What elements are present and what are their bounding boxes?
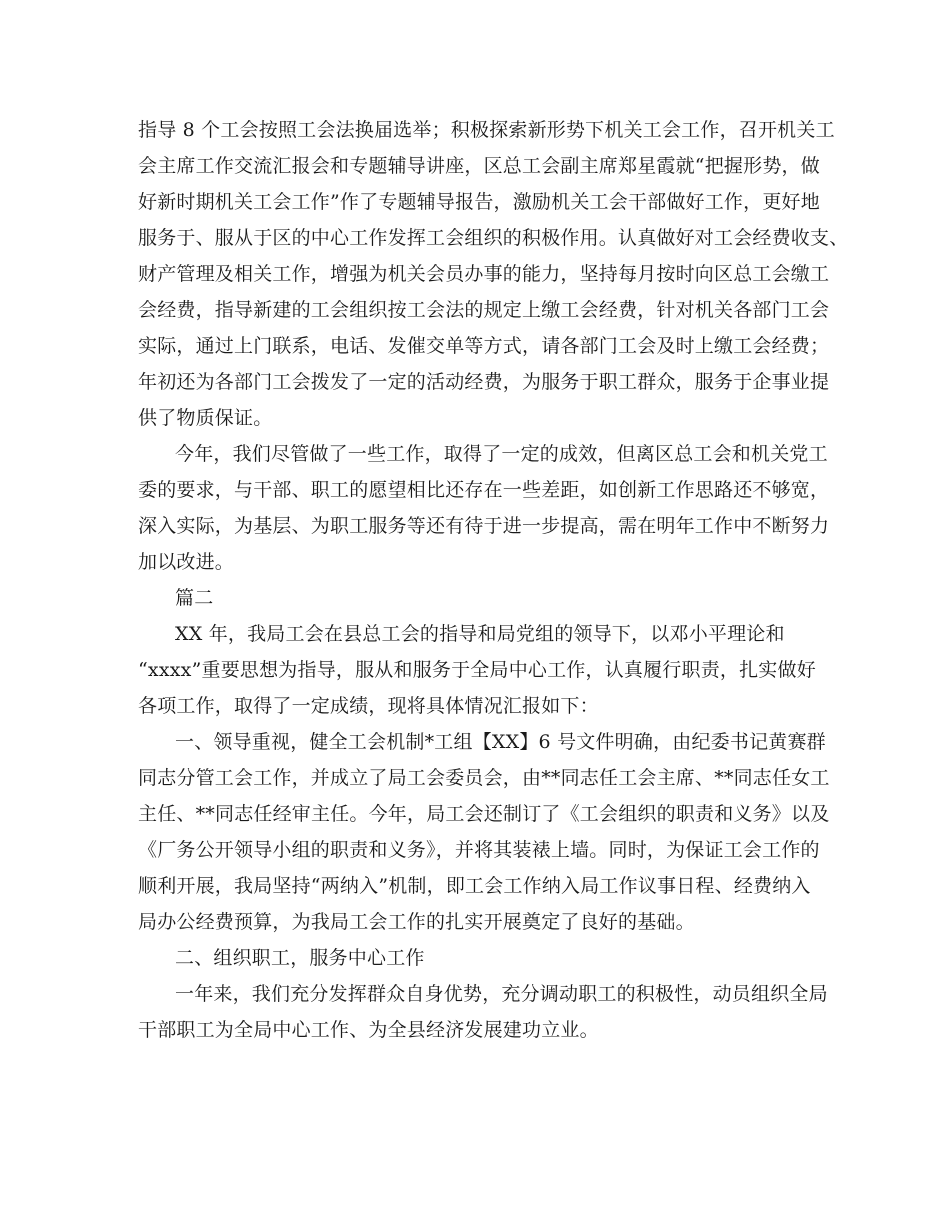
text-line: “xxxx”重要思想为指导，服从和服务于全局中心工作，认真履行职责，扎实做好 [138, 659, 816, 681]
text-line: 好新时期机关工会工作”作了专题辅导报告，激励机关工会干部做好工作，更好地 [138, 191, 820, 213]
paragraph-start-line: 一、领导重视，健全工会机制*工组【XX】6 号文件明确，由纪委书记黄赛群 [175, 731, 826, 753]
text-line: 实际，通过上门联系，电话、发催交单等方式，请各部门工会及时上缴工会经费； [138, 335, 830, 357]
text-line: 服务于、服从于区的中心工作发挥工会组织的积极作用。认真做好对工会经费收支、 [138, 227, 849, 249]
text-line: 财产管理及相关工作，增强为机关会员办事的能力，坚持每月按时向区总工会缴工 [138, 263, 830, 285]
text-line: 顺利开展，我局坚持“两纳入”机制，即工会工作纳入局工作议事日程、经费纳入 [138, 875, 811, 897]
text-line: 各项工作，取得了一定成绩，现将具体情况汇报如下： [138, 695, 599, 717]
section-heading: 篇二 [175, 587, 214, 609]
text-line: 深入实际，为基层、为职工服务等还有待于进一步提高，需在明年工作中不断努力 [138, 515, 830, 537]
subsection-heading: 二、组织职工，服务中心工作 [175, 947, 425, 969]
paragraph-start-line: 今年，我们尽管做了一些工作，取得了一定的成效，但离区总工会和机关党工 [175, 443, 828, 465]
text-line: 《厂务公开领导小组的职责和义务》，并将其装裱上墙。同时，为保证工会工作的 [138, 839, 820, 861]
text-line: 委的要求，与干部、职工的愿望相比还存在一些差距，如创新工作思路还不够宽， [138, 479, 830, 501]
paragraph-start-line: XX 年，我局工会在县总工会的指导和局党组的领导下，以邓小平理论和 [175, 623, 785, 645]
text-line: 会经费，指导新建的工会组织按工会法的规定上缴工会经费，针对机关各部门工会 [138, 299, 830, 321]
text-line: 供了物质保证。 [138, 407, 273, 429]
text-line: 年初还为各部门工会拨发了一定的活动经费，为服务于职工群众，服务于企事业提 [138, 371, 830, 393]
paragraph-start-line: 一年来，我们充分发挥群众自身优势，充分调动职工的积极性，动员组织全局 [175, 983, 828, 1005]
text-line: 指导 8 个工会按照工会法换届选举；积极探索新形势下机关工会工作，召开机关工 [138, 119, 835, 141]
text-line: 同志分管工会工作，并成立了局工会委员会，由**同志任工会主席、**同志任女工 [138, 767, 830, 789]
text-line: 加以改进。 [138, 551, 235, 573]
text-line: 会主席工作交流汇报会和专题辅导讲座，区总工会副主席郑星霞就“把握形势，做 [138, 155, 820, 177]
text-line: 主任、**同志任经审主任。今年，局工会还制订了《工会组织的职责和义务》以及 [138, 803, 830, 825]
text-line: 局办公经费预算，为我局工会工作的扎实开展奠定了良好的基础。 [138, 911, 695, 933]
text-line: 干部职工为全局中心工作、为全县经济发展建功立业。 [138, 1019, 599, 1041]
